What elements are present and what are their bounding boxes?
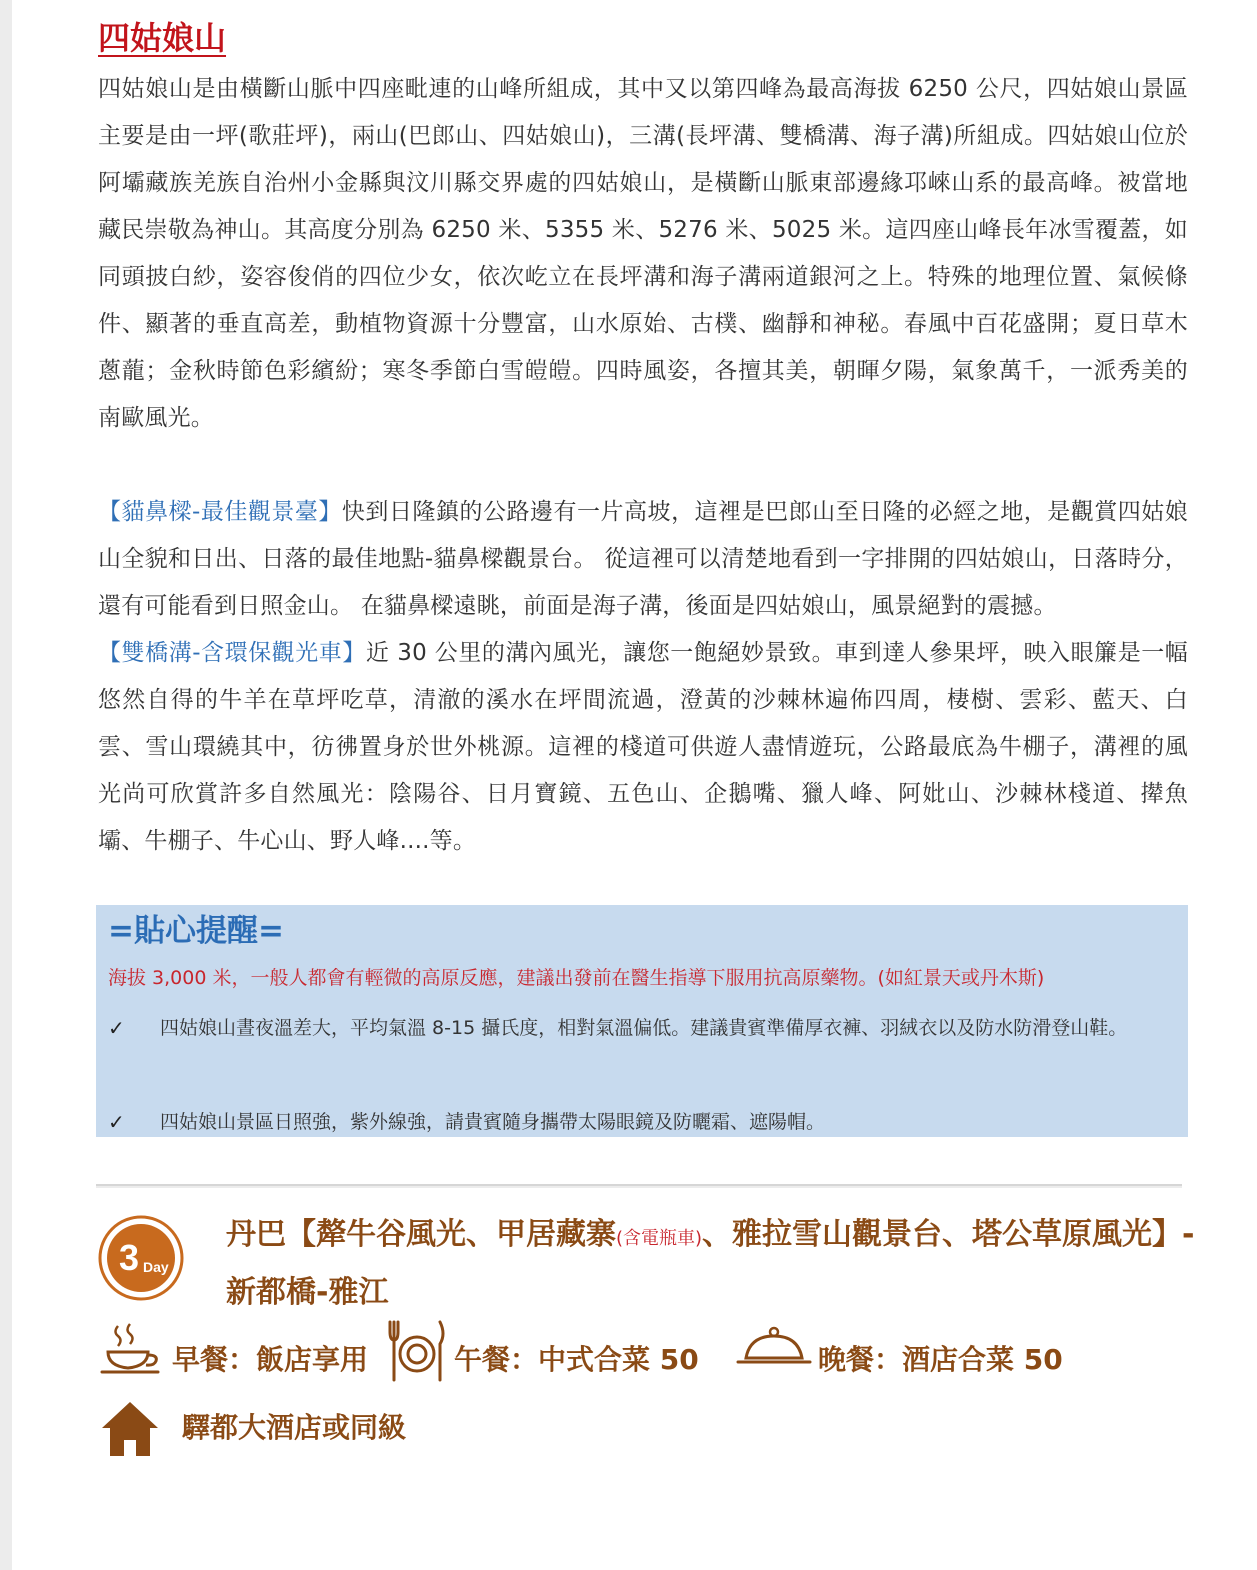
hotel-row <box>100 1400 700 1460</box>
intro-paragraph: 四姑娘山是由橫斷山脈中四座毗連的山峰所組成，其中又以第四峰為最高海拔 6250 公尺，四姑娘山景區主要是由一坪(歌莊坪)，兩山(巴郎山、四姑娘山)，三溝(長坪溝、雙橋溝、海子溝)所組成。四姑娘山位於阿壩藏族羌族自治州小金縣與汶川縣交界處的四姑娘山，是橫斷山脈東部邊緣邛崍山系的最高峰。被當地藏民崇敬為神山。其高度分別為 6250 米、5355 米、5276 米、5025 米。這四座山峰長年冰雪覆蓋，如同頭披白紗，姿容俊俏的四位少女，依次屹立在長坪溝和海子溝兩道銀河之上。特殊的地理位置、氣候條件、顯著的垂直高差，動植物資源十分豐富，山水原始、古樸、幽靜和神秘。春風中百花盛開；夏日草木蔥蘢；金秋時節色彩繽紛；寒冬季節白雪皚皚。四時風姿，各擅其美，朝暉夕陽，氣象萬千，一派秀美的南歐風光。 <box>98 76 1188 431</box>
meals-row <box>100 1318 1200 1388</box>
dinner-label: 晚餐：酒店合菜 50 <box>818 1343 1063 1376</box>
highlight-tag-2: 【雙橋溝-含環保觀光車】 <box>98 640 366 666</box>
day-number: 3 <box>119 1237 140 1278</box>
day-title-part-2: 、雅拉雪山觀景台、塔公草原風光】-新都橋-雅江 <box>226 1217 1195 1310</box>
main-content <box>98 14 1188 865</box>
tips-box <box>96 905 1188 1137</box>
lunch-label: 午餐：中式合菜 50 <box>454 1343 699 1376</box>
day-badge-icon <box>97 1214 185 1302</box>
altitude-warning: 海拔 3,000 米，一般人都會有輕微的高原反應，建議出發前在醫生指導下服用抗高原藥物。(如紅景天或丹木斯) <box>108 967 1045 989</box>
highlight-paragraph-1 <box>98 489 1188 630</box>
day-title-part-1: 丹巴【犛牛谷風光、甲居藏寨 <box>226 1217 616 1252</box>
divider <box>96 1184 1182 1188</box>
page-gutter <box>0 0 12 1570</box>
day-label: Day <box>143 1259 169 1275</box>
coffee-cup-icon <box>100 1318 162 1384</box>
highlight-tag-1: 【貓鼻樑-最佳觀景臺】 <box>98 499 342 525</box>
breakfast-label: 早餐：飯店享用 <box>172 1343 369 1376</box>
section-title: 四姑娘山 <box>98 19 227 57</box>
highlight-text-2: 近 30 公里的溝內風光，讓您一飽絕妙景致。車到達人參果坪，映入眼簾是一幅悠然自得的牛羊在草坪吃草，清澈的溪水在坪間流過，澄黃的沙棘林遍佈四周，棲樹、雲彩、藍天、白雲、雪山環繞其中，彷彿置身於世外桃源。這裡的棧道可供遊人盡情遊玩，公路最底為牛棚子，溝裡的風光尚可欣賞許多自然風光：陰陽谷、日月寶鏡、五色山、企鵝嘴、獵人峰、阿妣山、沙棘林棧道、撵魚壩、牛棚子、牛心山、野人峰....等。 <box>98 640 1188 854</box>
check-icon: ✓ <box>108 1110 125 1134</box>
check-icon: ✓ <box>108 1016 125 1040</box>
day-badge <box>97 1214 185 1302</box>
day-title <box>226 1208 1196 1320</box>
tips-title: =貼心提醒= <box>108 913 284 949</box>
serving-dome-icon <box>736 1318 816 1384</box>
tip-text-1: 四姑娘山晝夜溫差大，平均氣溫 8-15 攝氏度，相對氣溫偏低。建議貴賓準備厚衣褲、羽絨衣以及防水防滑登山鞋。 <box>160 1017 1128 1039</box>
highlight-text-1: 快到日隆鎮的公路邊有一片高坡，這裡是巴郎山至日隆的必經之地，是觀賞四姑娘山全貌和日出、日落的最佳地點-貓鼻樑觀景台。 從這裡可以清楚地看到一字排開的四姑娘山，日落時分，還有可能看到日照金山。 在貓鼻樑遠眺，前面是海子溝，後面是四姑娘山，風景絕對的震撼。 <box>98 499 1188 619</box>
plate-utensils-icon <box>386 1318 448 1384</box>
spacer <box>98 442 1188 489</box>
highlight-paragraph-2 <box>98 630 1188 865</box>
house-icon <box>100 1400 160 1458</box>
tip-text-2: 四姑娘山景區日照強，紫外線強，請貴賓隨身攜帶太陽眼鏡及防曬霜、遮陽帽。 <box>160 1111 826 1133</box>
day-title-note: (含電瓶車) <box>616 1228 703 1249</box>
hotel-label: 驛都大酒店或同級 <box>182 1411 407 1444</box>
